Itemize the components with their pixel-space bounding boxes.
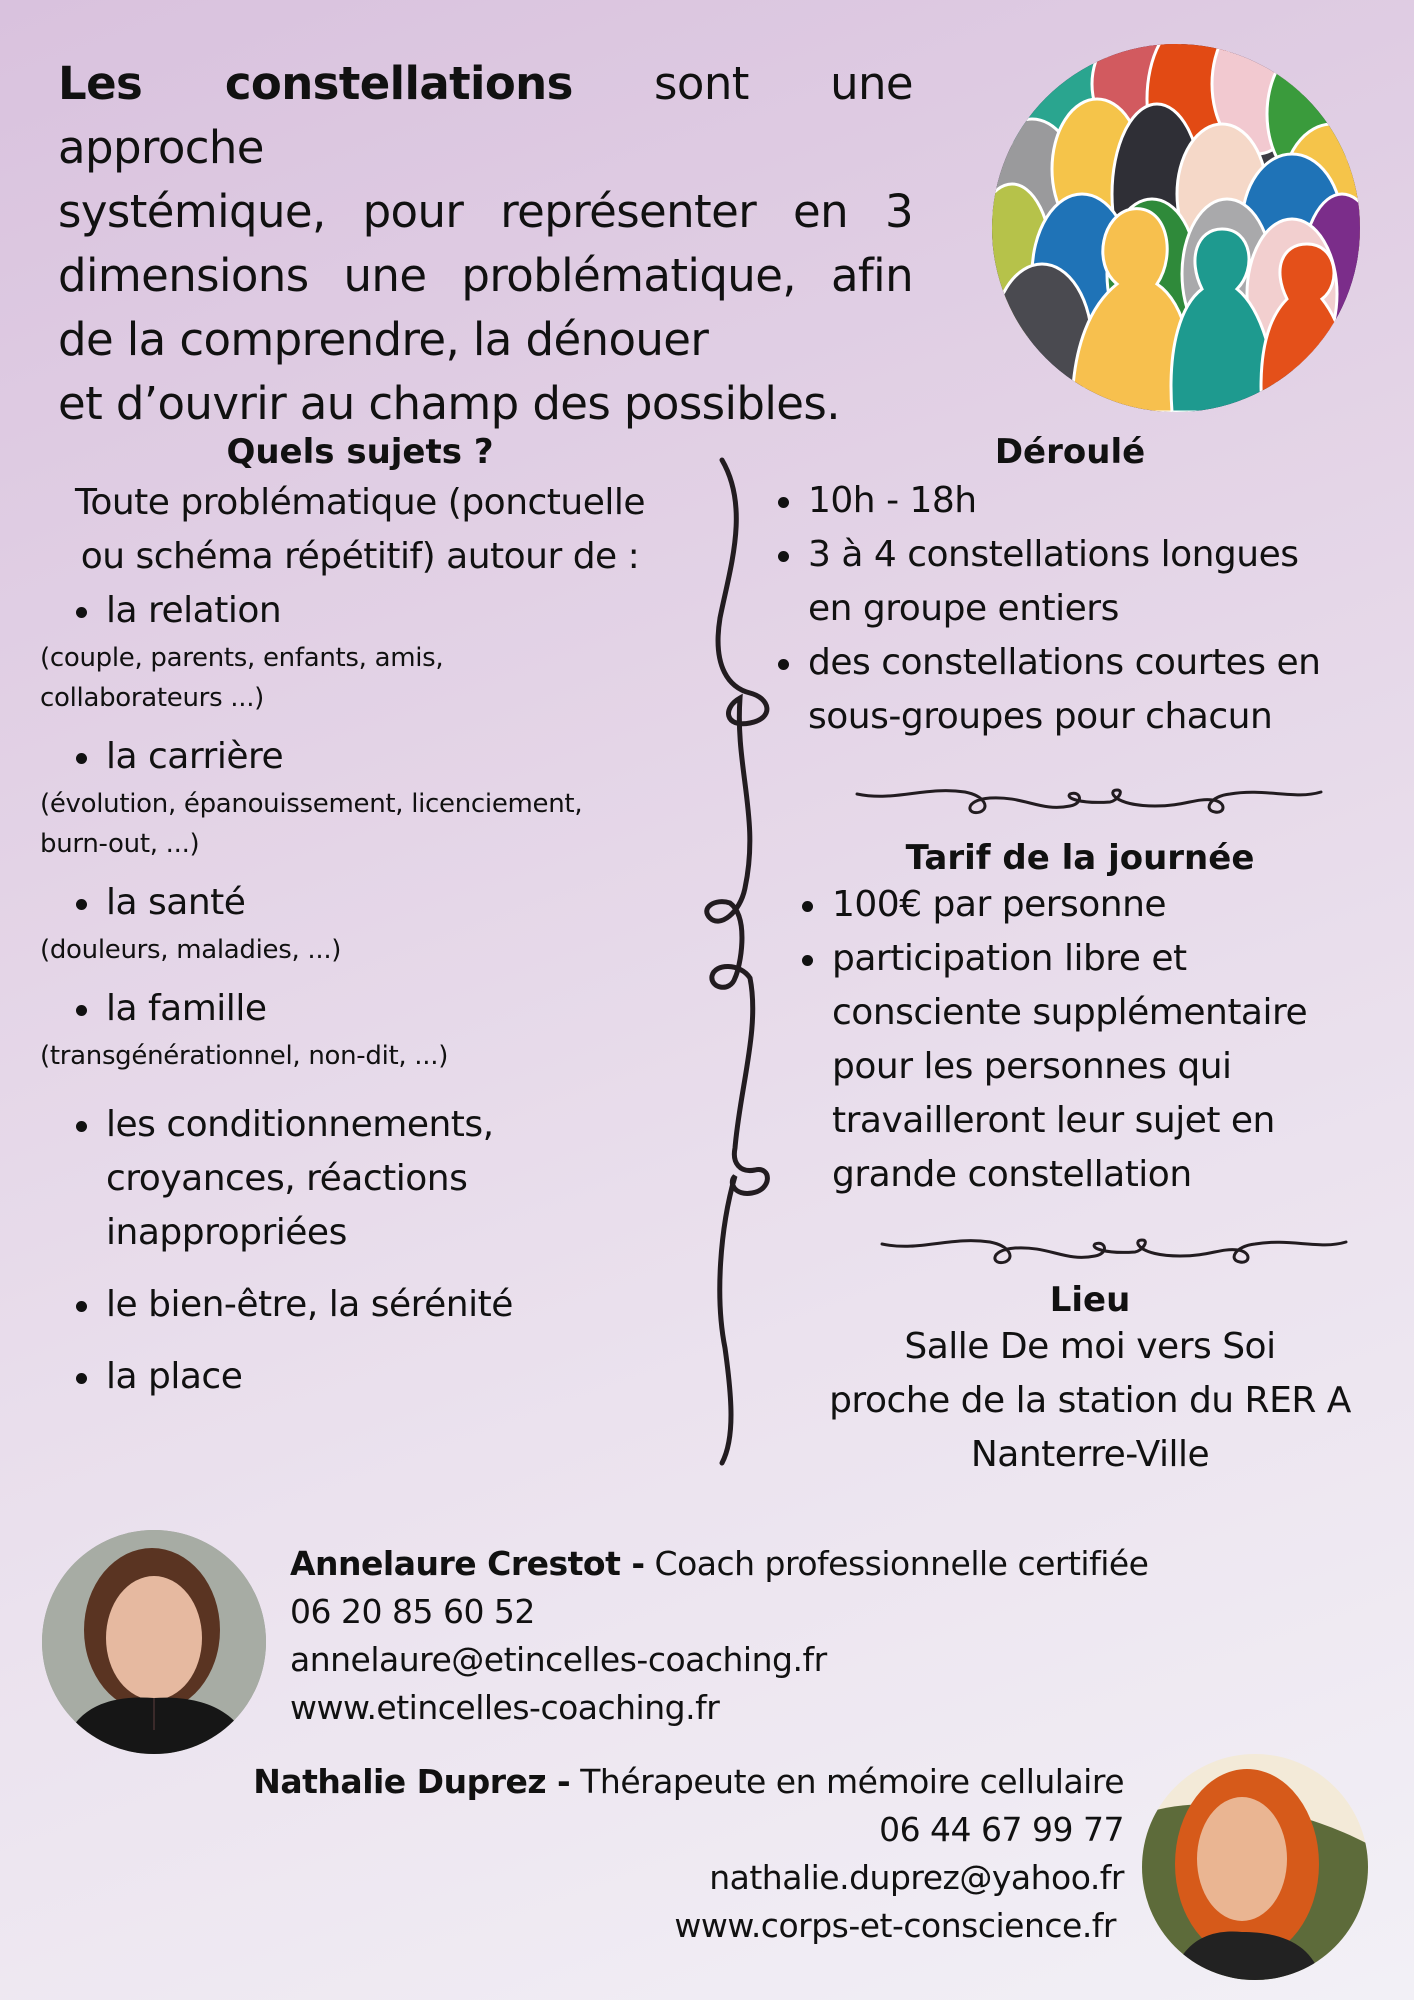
portrait-woman-icon (42, 1530, 266, 1754)
schedule-item: 3 à 4 constellations longues en groupe entiers (742, 528, 1308, 636)
subject-item-place: la place (40, 1350, 680, 1404)
contact-website[interactable]: www.etincelles-coaching.fr (290, 1688, 720, 1727)
location-address: Salle De moi vers Soi proche de la station du RER A Nanterre-Ville (829, 1326, 1351, 1475)
subject-detail: (évolution, épanouissement, licenciement, burn-out, ...) (40, 789, 583, 859)
pricing-section (780, 838, 1380, 1202)
schedule-item: 10h - 18h (742, 474, 1370, 528)
contact-name: Nathalie Duprez - (253, 1762, 571, 1801)
location-title: Lieu (1049, 1280, 1131, 1320)
subjects-section (40, 432, 680, 1404)
schedule-item: des constellations courtes en sous-groupes pour chacun (742, 636, 1368, 744)
schedule-list (742, 474, 1370, 744)
hero-crowd-illustration (992, 44, 1360, 412)
contact-email[interactable]: nathalie.duprez@yahoo.fr (709, 1858, 1124, 1897)
schedule-title: Déroulé (994, 432, 1146, 472)
subject-item-conditionnements: les conditionnements, croyances, réactions inappropriées (40, 1098, 566, 1260)
subject-label: la carrière (40, 730, 680, 784)
schedule-section (770, 432, 1370, 744)
pricing-list (766, 878, 1380, 1202)
location-section (800, 1280, 1380, 1482)
contact-name: Annelaure Crestot - (290, 1544, 645, 1583)
avatar-nathalie (1142, 1754, 1368, 1980)
contact-role: Thérapeute en mémoire cellulaire (570, 1762, 1124, 1801)
subject-item-carriere (40, 730, 680, 864)
contact-annelaure (290, 1540, 1148, 1732)
subject-detail: (transgénérationnel, non-dit, ...) (40, 1041, 449, 1071)
subject-detail: (douleurs, maladies, ...) (40, 935, 342, 965)
subjects-title: Quels sujets ? (226, 432, 494, 472)
contact-nathalie (253, 1758, 1124, 1950)
subject-item-relation (40, 584, 680, 718)
subject-label: la famille (40, 982, 680, 1036)
intro-bold: Les constellations (58, 57, 573, 110)
pricing-item: participation libre et consciente supplémentaire pour les personnes qui travailleront leur sujet en grande constellation (766, 932, 1352, 1202)
subject-label: la relation (40, 584, 680, 638)
contact-phone[interactable]: 06 20 85 60 52 (290, 1592, 535, 1631)
horizontal-swirl-divider-icon (880, 1228, 1350, 1268)
pricing-item: 100€ par personne (766, 878, 1380, 932)
subject-item-famille (40, 982, 680, 1076)
intro-paragraph: Les constellations sont une approche systémique, pour représenter en 3 dimensions une problématique, afin de la comprendre, la dénouer et d’ouvrir au champ des possibles. (58, 57, 913, 430)
subject-more-list (40, 1098, 680, 1404)
avatar-annelaure (42, 1530, 266, 1754)
crowd-silhouettes-icon (992, 44, 1360, 412)
contact-role: Coach professionnelle certifiée (644, 1544, 1149, 1583)
contact-phone[interactable]: 06 44 67 99 77 (879, 1810, 1124, 1849)
subject-label: la santé (40, 876, 680, 930)
horizontal-swirl-divider-icon (855, 778, 1325, 818)
subjects-intro: Toute problématique (ponctuelle ou schéma répétitif) autour de : (74, 482, 646, 577)
contact-email[interactable]: annelaure@etincelles-coaching.fr (290, 1640, 827, 1679)
subject-item-sante (40, 876, 680, 970)
subject-detail: (couple, parents, enfants, amis, collaborateurs ...) (40, 643, 444, 713)
portrait-woman-icon (1142, 1754, 1368, 1980)
contact-website[interactable]: www.corps-et-conscience.fr (674, 1906, 1116, 1945)
subject-item-bien-etre: le bien-être, la sérénité (40, 1278, 680, 1332)
pricing-title: Tarif de la journée (905, 838, 1255, 878)
